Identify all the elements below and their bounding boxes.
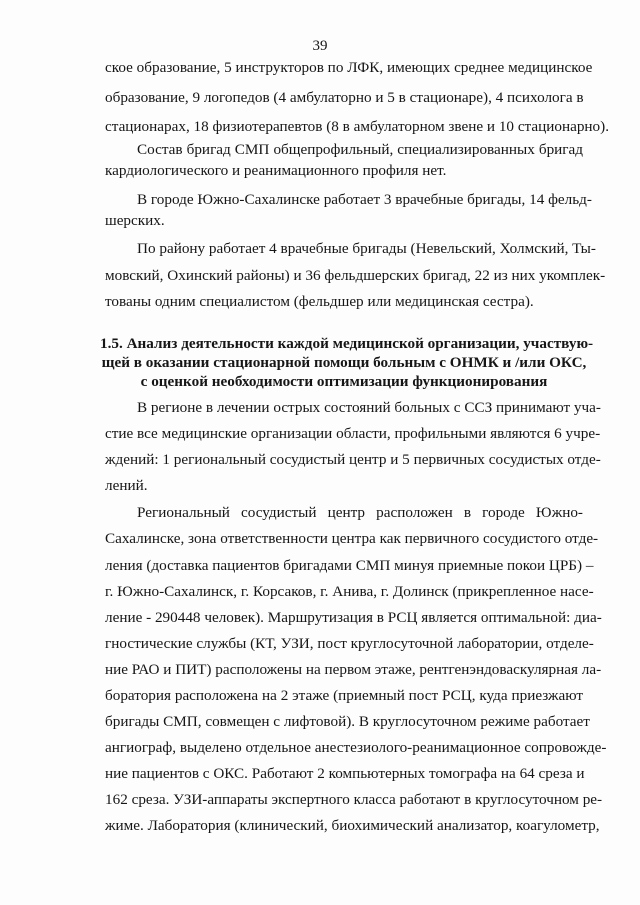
text-line: бригады СМП, совмещен с лифтовой). В круглосуточном режиме работает [105, 713, 590, 730]
text-line: ления (доставка пациентов бригадами СМП минуя приемные покои ЦРБ) – [105, 557, 594, 574]
text-line: Региональный сосудистый центр расположен в городе Южно- [137, 504, 583, 521]
text-line: стационарах, 18 физиотерапевтов (8 в амбулаторном звене и 10 стационарно). [105, 118, 610, 135]
section-heading-line: щей в оказании стационарной помощи больным с ОНМК и /или ОКС, [101, 354, 587, 371]
text-line: 162 среза. УЗИ-аппараты экспертного класса работают в круглосуточном ре- [105, 791, 603, 808]
page-number: 39 [312, 38, 328, 54]
text-line: гностические службы (КТ, УЗИ, пост круглосуточной лаборатории, отделе- [105, 635, 594, 652]
text-line: ние РАО и ПИТ) расположены на первом этаже, рентгенэндоваскулярная ла- [105, 661, 602, 678]
text-line: В городе Южно-Сахалинске работает 3 врачебные бригады, 14 фельд- [137, 191, 592, 208]
text-line: тованы одним специалистом (фельдшер или медицинская сестра). [105, 293, 534, 310]
text-line: Состав бригад СМП общепрофильный, специализированных бригад [137, 141, 583, 158]
text-line: жиме. Лаборатория (клинический, биохимический анализатор, коагулометр, [105, 817, 600, 834]
text-line: ждений: 1 региональный сосудистый центр и 5 первичных сосудистых отде- [105, 451, 601, 468]
section-heading-line: 1.5. Анализ деятельности каждой медицинской организации, участвую- [100, 335, 594, 352]
text-line: г. Южно-Сахалинск, г. Корсаков, г. Анива, г. Долинск (прикрепленное насе- [105, 583, 594, 600]
text-line: ление - 290448 человек). Маршрутизация в РСЦ является оптимальной: диа- [105, 609, 602, 626]
text-line: боратория расположена на 2 этаже (приемный пост РСЦ, куда приезжают [105, 687, 583, 704]
text-line: мовский, Охинский районы) и 36 фельдшерских бригад, 22 из них укомплек- [105, 267, 606, 284]
text-line: ское образование, 5 инструкторов по ЛФК, имеющих среднее медицинское [105, 59, 593, 76]
text-line: стие все медицинские организации области, профильными являются 6 учре- [105, 425, 601, 442]
text-line: образование, 9 логопедов (4 амбулаторно и 5 в стационаре), 4 психолога в [105, 89, 584, 106]
text-line: шерских. [105, 212, 165, 229]
text-line: ангиограф, выделено отдельное анестезиолого-реанимационное сопровожде- [105, 739, 607, 756]
text-line: лений. [105, 477, 148, 494]
section-heading-line: с оценкой необходимости оптимизации функционирования [140, 373, 548, 390]
text-line: кардиологического и реанимационного профиля нет. [105, 162, 447, 179]
text-line: В регионе в лечении острых состояний больных с ССЗ принимают уча- [137, 399, 601, 416]
text-line: ние пациентов с ОКС. Работают 2 компьютерных томографа на 64 среза и [105, 765, 585, 782]
text-line: Сахалинске, зона ответственности центра как первичного сосудистого отде- [105, 530, 599, 547]
text-line: По району работает 4 врачебные бригады (Невельский, Холмский, Ты- [137, 240, 596, 257]
